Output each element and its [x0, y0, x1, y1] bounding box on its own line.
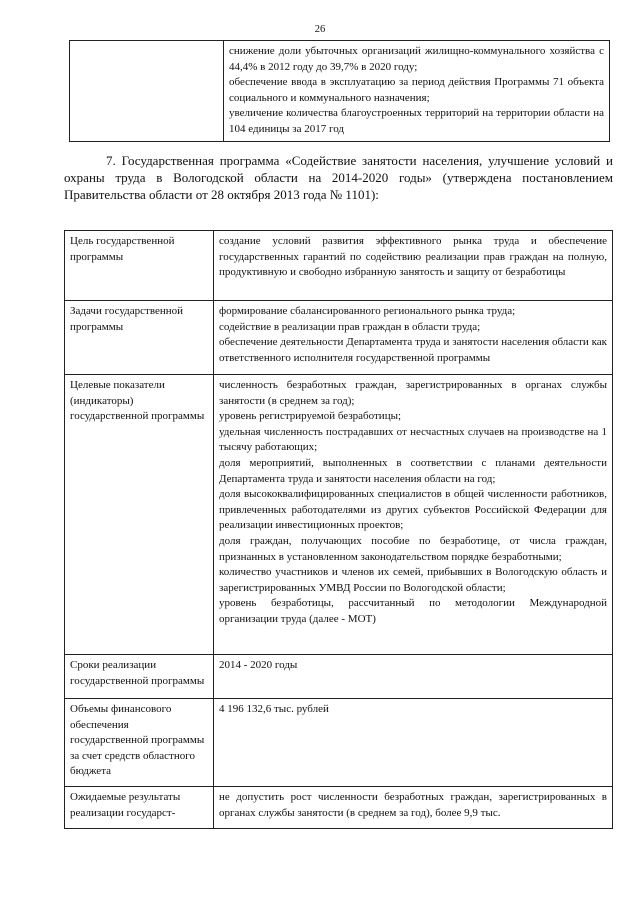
- value-cell: [214, 375, 613, 655]
- table-row: [70, 41, 610, 142]
- value-cell: [214, 231, 613, 301]
- value-line: количество участников и членов их семей, прибывших в Вологодскую область и зарегистрированных УМВД России по Вологодской области;: [219, 566, 607, 594]
- value-line: доля высококвалифицированных специалистов в общей численности работников, привлеченных работодателями из других субъектов Российской Федерации для реализации инвестиционных проектов;: [219, 488, 607, 532]
- value-line: уровень регистрируемой безработицы;: [219, 410, 402, 423]
- table-row: [65, 655, 613, 699]
- value-cell: [224, 41, 610, 142]
- row-label: Целевые показатели (индикаторы) государственной программы: [65, 375, 214, 655]
- row-label: Ожидаемые результаты реализации государст-: [65, 787, 214, 829]
- row-label: Сроки реализации государственной программы: [65, 655, 214, 699]
- value-line: доля мероприятий, выполненных в соответствии с планами деятельности Департамента труда и занятости населения области на год;: [219, 456, 607, 485]
- empty-label-cell: [70, 41, 224, 142]
- value-cell: [214, 301, 613, 375]
- value-line: увеличение количества благоустроенных территорий на территории области на 104 единицы за 2017 год: [229, 107, 604, 135]
- value-line: содействие в реализации прав граждан в области труда;: [219, 320, 481, 333]
- program-passport-table: [64, 230, 613, 829]
- value-line: обеспечение ввода в эксплуатацию за период действия Программы 71 объекта социального и коммунального назначения;: [229, 76, 604, 104]
- value-cell: [214, 787, 613, 829]
- value-line: удельная численность пострадавших от несчастных случаев на производстве на 1 тысячу работающих;: [219, 425, 607, 454]
- value-cell: [214, 655, 613, 699]
- table-row: [65, 301, 613, 375]
- value-cell: [214, 699, 613, 787]
- row-label: Задачи государственной программы: [65, 301, 214, 375]
- page-number: 26: [314, 24, 326, 35]
- value-line: формирование сбалансированного регионального рынка труда;: [219, 305, 516, 317]
- value-line: создание условий развития эффективного рынка труда и обеспечение государственных гарантий по содействию реализации прав граждан на полную, продуктивную и свободно избранную занятость и защиту от безработицы: [219, 235, 607, 279]
- table-row: [65, 787, 613, 829]
- table-row: [65, 699, 613, 787]
- value-line: 2014 - 2020 годы: [219, 659, 298, 671]
- table-row: [65, 375, 613, 655]
- row-label: Цель государственной программы: [65, 231, 214, 301]
- value-line: не допустить рост численности безработных граждан, зарегистрированных в органах службы занятости (в среднем за год), более 9,9 тыс.: [219, 791, 607, 819]
- value-line: доля граждан, получающих пособие по безработице, от числа граждан, признанных в установленном законодательством порядке безработными;: [219, 534, 607, 563]
- value-line: численность безработных граждан, зарегистрированных в органах службы занятости (в среднем за год);: [219, 379, 607, 407]
- value-line: 4 196 132,6 тыс. рублей: [219, 703, 329, 715]
- value-line: уровень безработицы, рассчитанный по методологии Международной организации труда (далее - МОТ): [219, 597, 607, 625]
- section-heading: 7. Государственная программа «Содействие занятости населения, улучшение условий и охраны труда в Вологодской области на 2014-2020 годы» (утверждена постановлением Правительства области от 28 октября 2013 года № 1101):: [64, 153, 613, 202]
- continued-table: [69, 40, 610, 142]
- table-row: [65, 231, 613, 301]
- row-label: Объемы финансового обеспечения государственной программы за счет средств областного бюджета: [65, 699, 214, 787]
- value-line: снижение доли убыточных организаций жилищно-коммунального хозяйства с 44,4% в 2012 году до 39,7% в 2020 году;: [229, 45, 604, 73]
- value-line: обеспечение деятельности Департамента труда и занятости населения области как ответственного исполнителя государственной программы: [219, 336, 607, 364]
